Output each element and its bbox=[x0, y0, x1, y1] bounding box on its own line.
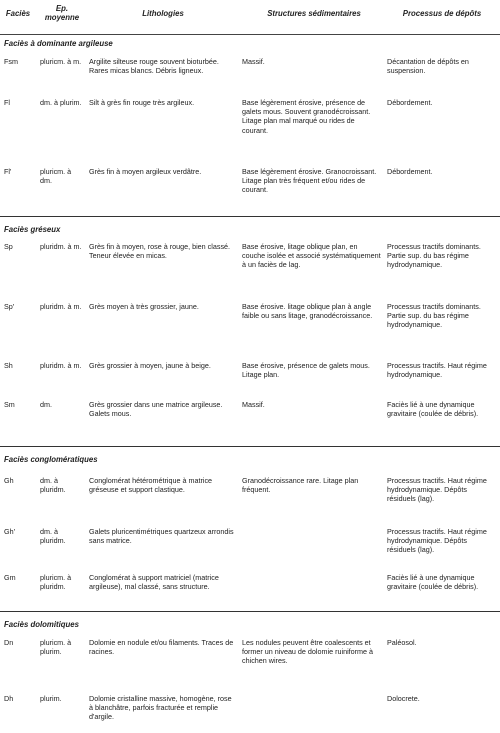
structures: Granodécroissance rare. Litage plan fréquent. bbox=[242, 476, 359, 495]
lithologie: Dolomie en nodule et/ou filaments. Traces de racines. bbox=[89, 638, 234, 657]
epaisseur: dm. à pluridm. bbox=[40, 527, 66, 546]
section-title-argileuse: Faciès à dominante argileuse bbox=[4, 39, 113, 48]
epaisseur: dm. bbox=[40, 400, 52, 409]
lithologie: Galets pluricentimétriques quartzeux arrondis sans matrice. bbox=[89, 527, 234, 546]
processus: Processus tractifs. Haut régime hydrodynamique. Dépôts résiduels (lag). bbox=[387, 527, 487, 555]
processus: Débordement. bbox=[387, 167, 433, 176]
structures: Base érosive, présence de galets mous. Litage plan. bbox=[242, 361, 370, 380]
structures: Massif. bbox=[242, 400, 265, 409]
structures: Base érosive. litage oblique plan à angle faible ou sans litage, granodécroissance. bbox=[242, 302, 373, 321]
facies-code: Dn bbox=[4, 638, 14, 647]
lithologie: Grès fin à moyen, rose à rouge, bien classé. Teneur élevée en micas. bbox=[89, 242, 231, 261]
facies-code: Sh bbox=[4, 361, 13, 370]
facies-code: Sp bbox=[4, 242, 13, 251]
header-processus: Processus de dépôts bbox=[402, 9, 482, 18]
section-divider bbox=[0, 216, 500, 217]
epaisseur: dm. à pluridm. bbox=[40, 476, 66, 495]
processus: Processus tractifs dominants. Partie sup. du bas régime hydrodynamique. bbox=[387, 242, 481, 270]
facies-code: Fl bbox=[4, 98, 10, 107]
epaisseur: pluridm. à m. bbox=[40, 361, 82, 370]
epaisseur: pluridm. à m. bbox=[40, 242, 82, 251]
section-divider bbox=[0, 446, 500, 447]
processus: Dolocrete. bbox=[387, 694, 420, 703]
processus: Processus tractifs. Haut régime hydrodynamique. Dépôts résiduels (lag). bbox=[387, 476, 487, 504]
structures: Base légèrement érosive. Granocroissant. Litage plan très fréquent et/ou rides de courant. bbox=[242, 167, 377, 195]
facies-code: Gm bbox=[4, 573, 16, 582]
lithologie: Conglomérat à support matriciel (matrice argileuse), mal classé, sans structure. bbox=[89, 573, 219, 592]
lithologie: Conglomérat hétérométrique à matrice gréseuse et support clastique. bbox=[89, 476, 213, 495]
structures: Massif. bbox=[242, 57, 265, 66]
facies-code: Sm bbox=[4, 400, 15, 409]
header-facies: Faciès bbox=[5, 9, 31, 18]
facies-code: Gh bbox=[4, 476, 14, 485]
section-title-greseux: Faciès gréseux bbox=[4, 225, 61, 234]
processus: Faciès lié à une dynamique gravitaire (coulée de débris). bbox=[387, 400, 479, 419]
epaisseur: pluricm. à m. bbox=[40, 57, 82, 66]
lithologie: Silt à grès fin rouge très argileux. bbox=[89, 98, 195, 107]
lithologie: Grès grossier dans une matrice argileuse. Galets mous. bbox=[89, 400, 223, 419]
epaisseur: pluricm. à pluridm. bbox=[40, 573, 72, 592]
section-title-conglomeratiques: Faciès conglomératiques bbox=[4, 455, 98, 464]
processus: Débordement. bbox=[387, 98, 433, 107]
lithologie: Grès fin à moyen argileux verdâtre. bbox=[89, 167, 202, 176]
epaisseur: pluricm. à plurim. bbox=[40, 638, 72, 657]
table-header bbox=[0, 0, 500, 35]
facies-code: Sp' bbox=[4, 302, 15, 311]
epaisseur: dm. à plurim. bbox=[40, 98, 82, 107]
epaisseur: pluricm. à dm. bbox=[40, 167, 72, 186]
facies-code: Gh' bbox=[4, 527, 15, 536]
processus: Faciès lié à une dynamique gravitaire (coulée de débris). bbox=[387, 573, 479, 592]
header-ep-moyenne: Ep. moyenne bbox=[44, 4, 80, 22]
processus: Décantation de dépôts en suspension. bbox=[387, 57, 469, 76]
structures: Base légèrement érosive, présence de galets mous. Souvent granodécroissant. Litage plan mal marqué ou rides de courant. bbox=[242, 98, 371, 135]
structures: Les nodules peuvent être coalescents et former un niveau de dolomie ruiniforme à chichen wires. bbox=[242, 638, 374, 666]
lithologie: Dolomie cristalline massive, homogène, rose à blanchâtre, parfois fracturée et remplie d'argile. bbox=[89, 694, 232, 722]
section-divider bbox=[0, 611, 500, 612]
processus: Processus tractifs. Haut régime hydrodynamique. bbox=[387, 361, 487, 380]
structures: Base érosive, litage oblique plan, en couche isolée et associé systématiquement à un faciès de lag. bbox=[242, 242, 381, 270]
facies-code: Fl' bbox=[4, 167, 12, 176]
facies-code: Fsm bbox=[4, 57, 18, 66]
facies-code: Dh bbox=[4, 694, 14, 703]
processus: Processus tractifs dominants. Partie sup. du bas régime hydrodynamique. bbox=[387, 302, 481, 330]
header-lithologies: Lithologies bbox=[142, 9, 184, 18]
processus: Paléosol. bbox=[387, 638, 417, 647]
lithologie: Grès moyen à très grossier, jaune. bbox=[89, 302, 199, 311]
lithologie: Grès grossier à moyen, jaune à beige. bbox=[89, 361, 211, 370]
epaisseur: plurim. bbox=[40, 694, 62, 703]
header-structures: Structures sédimentaires bbox=[267, 9, 361, 18]
section-title-dolomitiques: Faciès dolomitiques bbox=[4, 620, 79, 629]
epaisseur: pluridm. à m. bbox=[40, 302, 82, 311]
lithologie: Argilite silteuse rouge souvent bioturbée. Rares micas blancs. Débris ligneux. bbox=[89, 57, 219, 76]
